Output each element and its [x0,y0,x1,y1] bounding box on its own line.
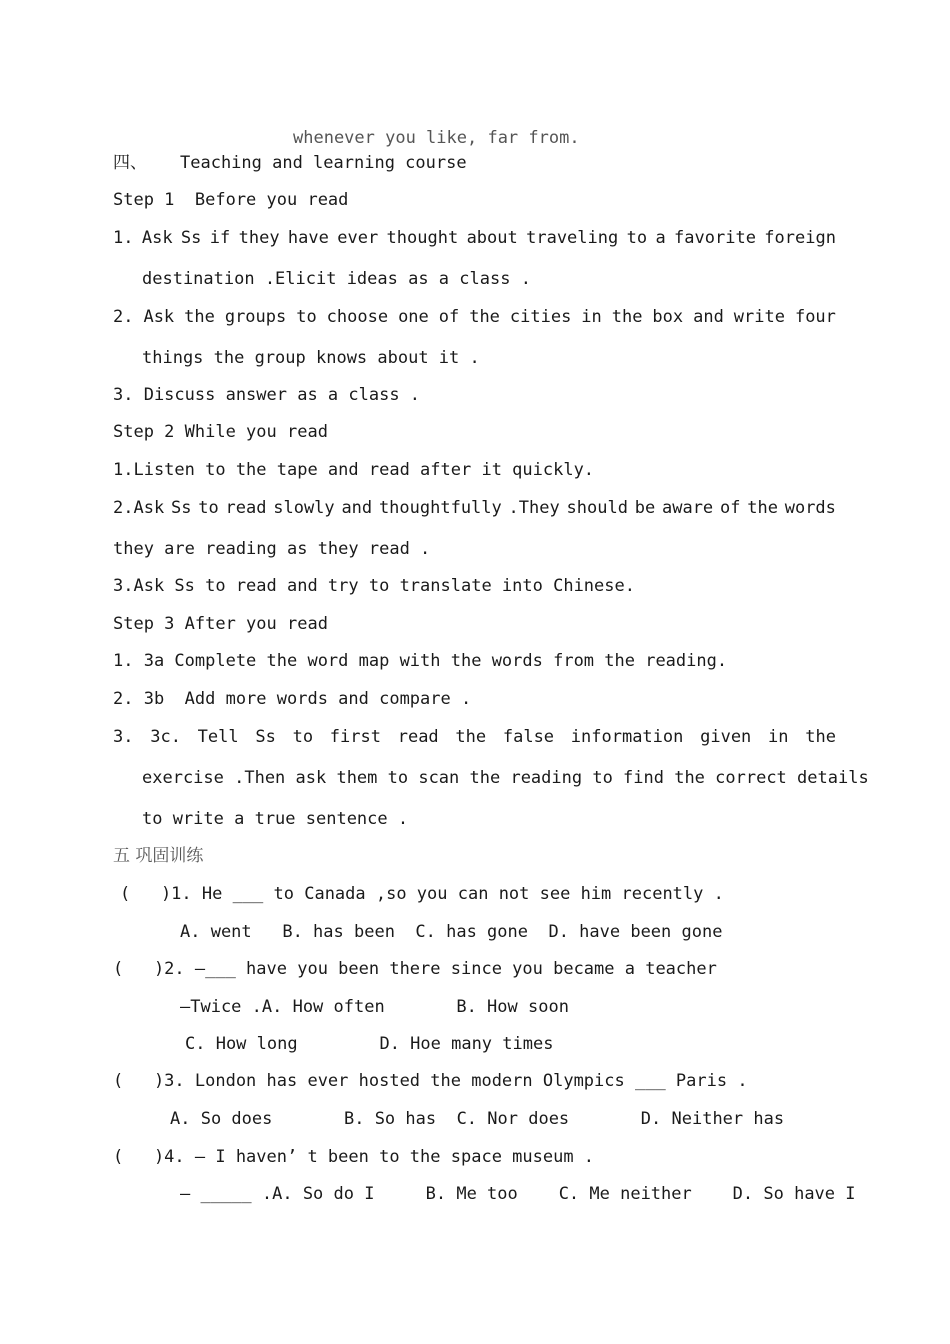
word: thoughtfully [378,498,502,518]
word: .They [508,498,560,518]
step-2-heading: Step 2 While you read [113,422,328,442]
word: slowly [273,498,335,518]
step-3-item-3-cont-2: to write a true sentence . [142,809,409,829]
word: the [455,727,487,747]
word: Ss [180,228,202,248]
step-1-heading: Step 1 Before you read [113,190,349,210]
word: they [238,228,280,248]
word: given [700,727,752,747]
word: favorite [674,228,756,248]
word: Tell [197,727,239,747]
step-3-item-1: 1. 3a Complete the word map with the words from the reading. [113,651,728,671]
word: the [184,307,215,327]
question-1: ( )1. He ___ to Canada ,so you can not see him recently . [120,884,724,904]
word: four [794,307,836,327]
step-2-item-2-cont: they are reading as they read . [113,539,431,559]
word: Ask [141,228,173,248]
word: should [566,498,628,518]
word: cities [509,307,572,327]
top-line: whenever you like, far from. [293,128,580,148]
question-2: ( )2. —___ have you been there since you became a teacher [113,959,717,979]
step-1-item-3: 3. Discuss answer as a class . [113,385,421,405]
word: 2. [113,307,134,327]
word: false [502,727,555,747]
step-1-item-1-cont: destination .Elicit ideas as a class . [142,269,531,289]
word: Ask [143,307,175,327]
word: choose [326,307,389,327]
word: 3. [113,727,134,747]
section-4-number: 四、 [113,153,147,173]
question-4-line-2: — _____ .A. So do I B. Me too C. Me neither D. So have I [180,1184,856,1204]
word: if [209,228,231,248]
word: be [634,498,656,518]
word: the [611,307,643,327]
word: read [397,727,439,747]
word: to [296,307,317,327]
word: Ss [255,727,276,747]
section-4-title: Teaching and learning course [180,153,467,173]
word: and [341,498,373,518]
step-1-item-2 [113,306,836,328]
word: words [784,498,836,518]
word: in [581,307,602,327]
word: have [287,228,329,248]
word: the [805,727,836,747]
word: traveling [526,228,619,248]
word: the [469,307,500,327]
section-5-title: 五 巩固训练 [113,846,204,866]
question-2-line-2: —Twice .A. How often B. How soon [180,997,569,1017]
question-4: ( )4. — I haven’ t been to the space museum . [113,1147,595,1167]
word: write [733,307,785,327]
word: box [652,307,684,327]
word: 2.Ask [113,498,165,518]
step-3-item-3-cont-1: exercise .Then ask them to scan the reading to find the correct details [142,768,869,788]
step-3-item-2: 2. 3b Add more words and compare . [113,689,472,709]
word: Ss [170,498,192,518]
step-2-item-3: 3.Ask Ss to read and try to translate into Chinese. [113,576,635,596]
word: about [466,228,518,248]
word: in [768,727,789,747]
word: of [719,498,741,518]
step-1-item-2-cont: things the group knows about it . [142,348,480,368]
word: of [438,307,460,327]
question-3: ( )3. London has ever hosted the modern Olympics ___ Paris . [113,1071,748,1091]
word: a [655,228,666,248]
word: to [198,498,219,518]
word: foreign [764,228,836,248]
word: to [626,228,648,248]
word: 1. [113,228,134,248]
word: the [747,498,778,518]
question-2-line-3: C. How long D. Hoe many times [185,1034,554,1054]
question-3-options: A. So does B. So has C. Nor does D. Neither has [170,1109,785,1129]
step-1-item-1 [113,227,836,249]
word: to [292,727,314,747]
word: aware [661,498,714,518]
word: groups [224,307,287,327]
word: 3c. [150,727,181,747]
step-3-heading: Step 3 After you read [113,614,328,634]
step-2-item-2 [113,497,836,519]
question-1-options: A. went B. has been C. has gone D. have been gone [180,922,723,942]
word: ever [337,228,379,248]
step-2-item-1: 1.Listen to the tape and read after it quickly. [113,460,595,480]
word: one [398,307,429,327]
word: and [693,307,724,327]
word: information [570,727,684,747]
word: read [225,498,267,518]
word: first [329,727,381,747]
step-3-item-3 [113,726,836,748]
word: thought [386,228,459,248]
